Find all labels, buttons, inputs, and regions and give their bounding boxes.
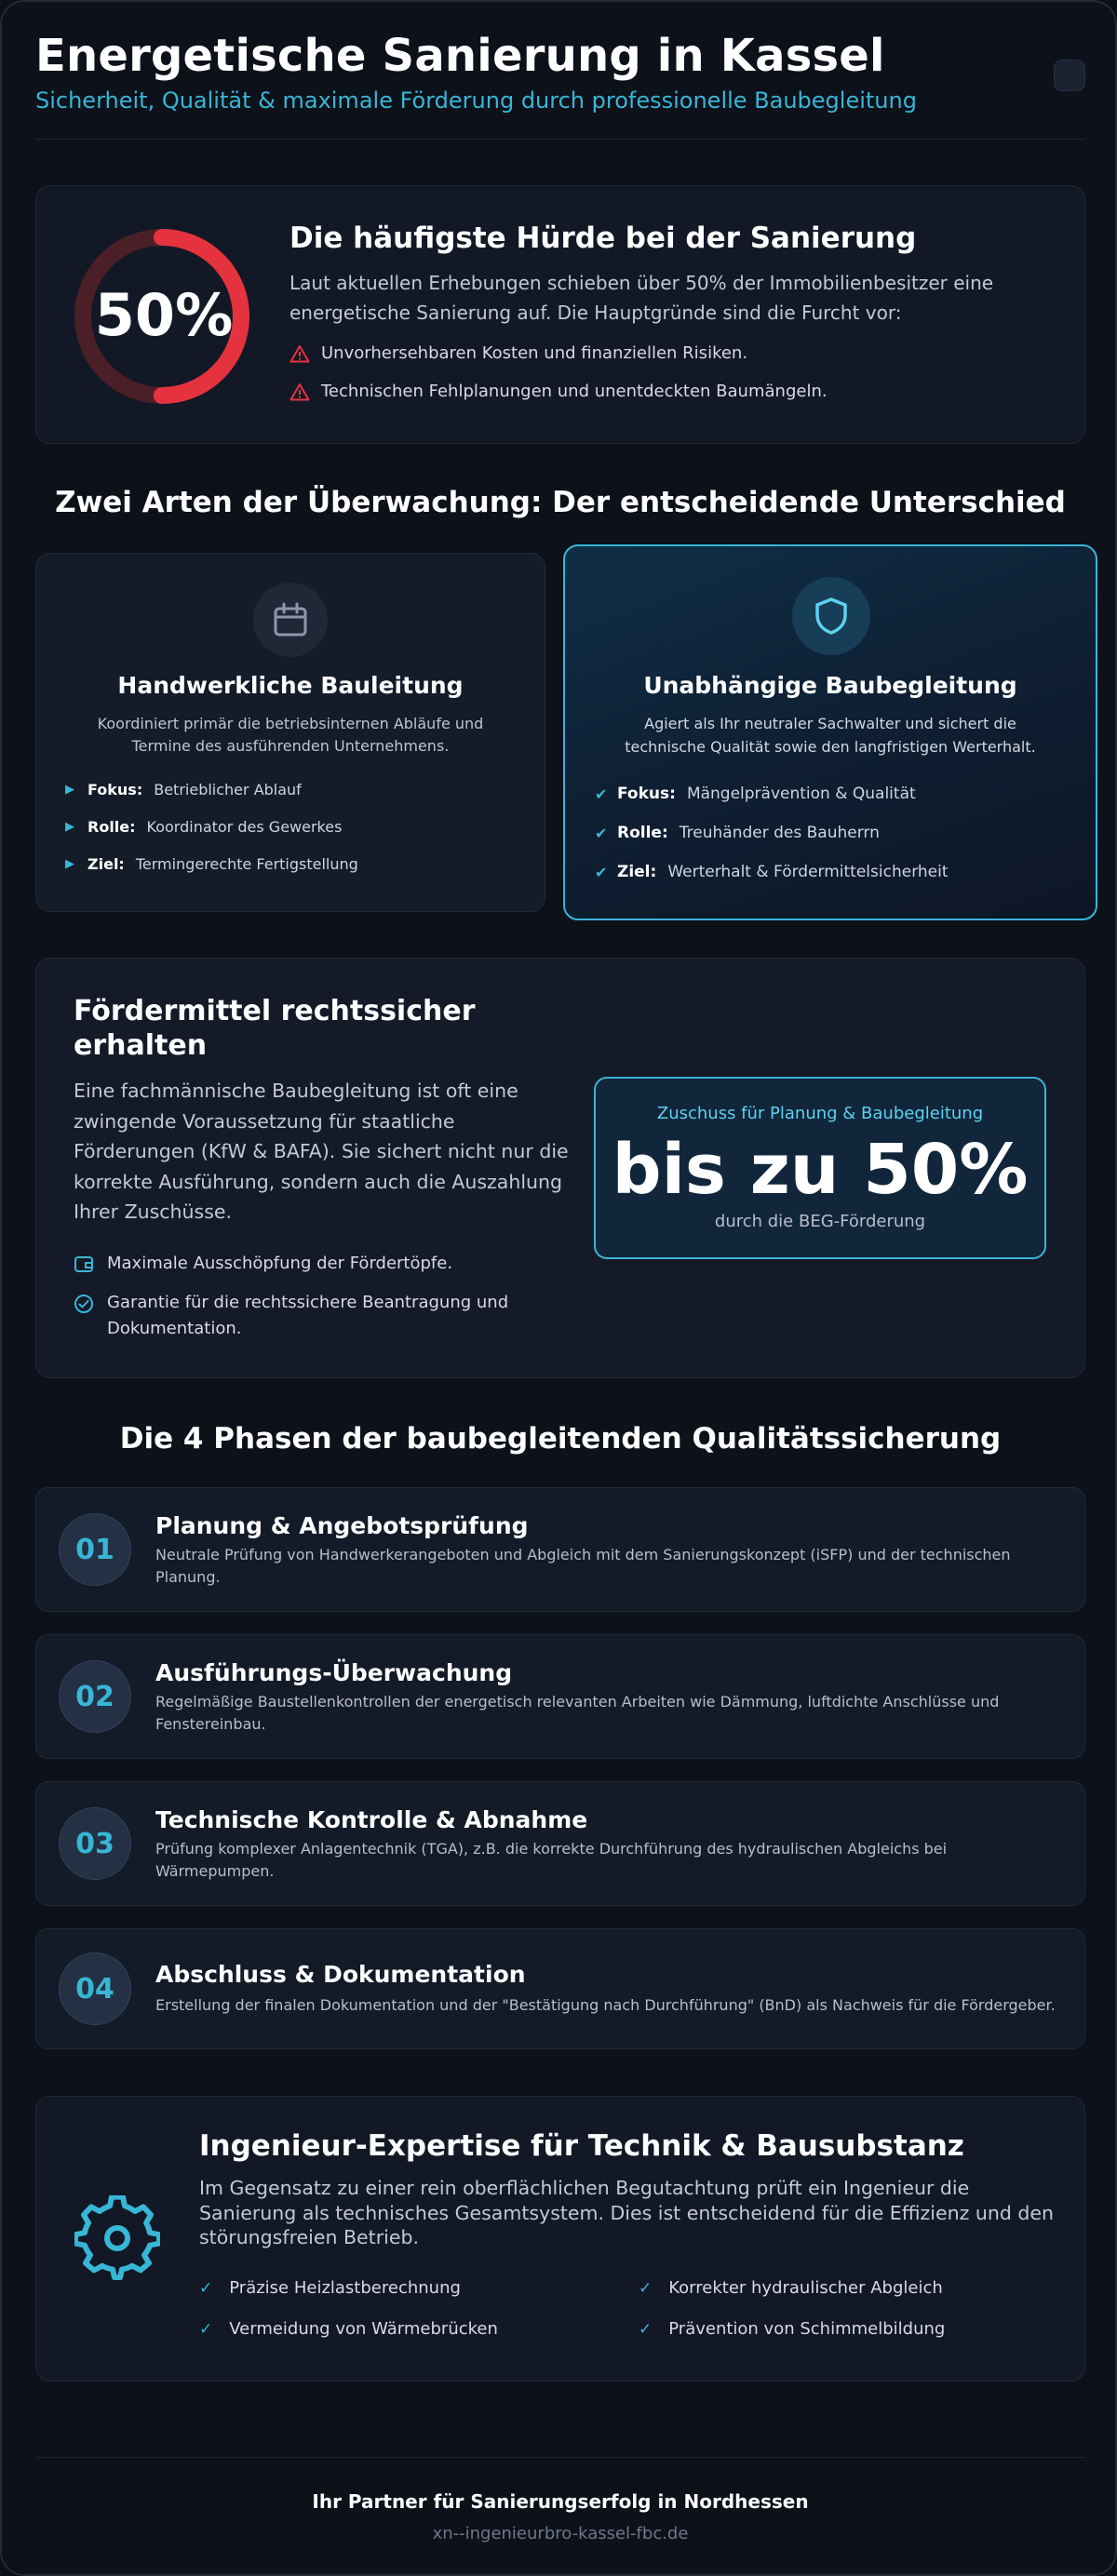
comparison-title: Zwei Arten der Überwachung: Der entscheidende Unterschied <box>55 486 1066 519</box>
phase-desc-line: Wärmepumpen. <box>155 1862 275 1880</box>
shield-icon-circle <box>792 577 870 655</box>
risk-item <box>289 343 747 363</box>
wallet-icon <box>74 1254 94 1273</box>
funding-text-line: korrekte Ausführung, sondern auch die Auszahlung <box>74 1170 563 1193</box>
item-label: Ziel: <box>87 855 125 873</box>
expertise-check <box>199 2319 498 2339</box>
funding-text-line: Eine fachmännische Baubegleitung ist oft eine <box>74 1080 518 1102</box>
expertise-check <box>639 2278 943 2298</box>
item-label: Ziel: <box>617 863 657 881</box>
warning-icon <box>289 344 310 363</box>
expertise-text <box>199 2176 1054 2250</box>
craft-item <box>65 818 342 836</box>
phase-title: Planung & Angebotsprüfung <box>155 1512 529 1539</box>
phase-number: 04 <box>59 1952 131 2025</box>
phase-desc-line: Planung. <box>155 1568 221 1586</box>
expertise-text-line: Sanierung als technisches Gesamtsystem. Dies ist entscheidend für die Effizienz und den <box>199 2201 1055 2224</box>
check-text: Korrekter hydraulischer Abgleich <box>668 2278 943 2298</box>
triangle-right-icon: ▶ <box>65 820 74 834</box>
header-divider <box>35 139 1085 140</box>
independent-item <box>595 863 949 881</box>
expertise-check <box>199 2278 461 2298</box>
independent-desc-2: technische Qualität sowie den langfristigen Werterhalt. <box>625 738 1036 756</box>
check-text: Präzise Heizlastberechnung <box>229 2278 461 2298</box>
item-label: Fokus: <box>617 785 676 803</box>
phase-desc-line: Regelmäßige Baustellenkontrollen der energetisch relevanten Arbeiten wie Dämmung, luftdichte Anschlüsse und <box>155 1693 1000 1711</box>
funding-title-line: Fördermittel rechtssicher <box>74 995 476 1027</box>
expertise-text-line: störungsfreien Betrieb. <box>199 2226 419 2248</box>
menu-button[interactable] <box>1054 60 1085 91</box>
item-label: Fokus: <box>87 781 143 798</box>
phase-title: Technische Kontrolle & Abnahme <box>155 1806 588 1833</box>
stat-heading: Die häufigste Hürde bei der Sanierung <box>289 221 917 255</box>
craft-item <box>65 855 358 873</box>
craft-desc-1: Koordiniert primär die betriebsinternen Abläufe und <box>97 715 484 732</box>
funding-bullet-line: Dokumentation. <box>107 1319 242 1338</box>
phase-card <box>35 1781 1085 1906</box>
item-value: Mängelprävention & Qualität <box>686 785 916 803</box>
phases-title: Die 4 Phasen der baubegleitenden Qualitätssicherung <box>119 1422 1002 1456</box>
check-icon: ✓ <box>199 2319 213 2339</box>
item-value: Betrieblicher Ablauf <box>154 781 302 798</box>
grant-label: Zuschuss für Planung & Baubegleitung <box>656 1104 984 1123</box>
phase-desc-line: Prüfung komplexer Anlagentechnik (TGA), z.B. die korrekte Durchführung des hydraulischen Abgleichs bei <box>155 1840 948 1858</box>
check-circle-icon <box>74 1294 94 1314</box>
phase-title: Ausführungs-Überwachung <box>155 1659 513 1686</box>
funding-title <box>74 994 476 1063</box>
craft-title: Handwerkliche Bauleitung <box>117 672 464 699</box>
independent-item <box>595 824 880 842</box>
item-value: Treuhänder des Bauherrn <box>679 824 880 842</box>
independent-item <box>595 785 916 803</box>
calendar-icon-circle <box>253 583 328 657</box>
footer-divider <box>35 2457 1085 2458</box>
triangle-right-icon: ▶ <box>65 857 74 871</box>
phase-number: 02 <box>59 1660 131 1733</box>
independent-desc-1: Agiert als Ihr neutraler Sachwalter und sichert die <box>644 715 1016 732</box>
expertise-check <box>639 2319 945 2339</box>
expertise-title: Ingenieur-Expertise für Technik & Bausubstanz <box>199 2129 964 2163</box>
phase-number: 03 <box>59 1807 131 1880</box>
phase-desc-line: Neutrale Prüfung von Handwerkerangeboten und Abgleich mit dem Sanierungskonzept (iSFP) und der technischen <box>155 1546 1011 1563</box>
phase-card <box>35 1487 1085 1612</box>
phase-number: 01 <box>59 1513 131 1586</box>
funding-bullet <box>74 1254 452 1273</box>
independent-title: Unabhängige Baubegleitung <box>643 672 1017 699</box>
page-subtitle: Sicherheit, Qualität & maximale Förderung durch professionelle Baubegleitung <box>35 87 917 114</box>
craft-desc-2: Termine des ausführenden Unternehmens. <box>131 737 450 755</box>
item-value: Werterhalt & Fördermittelsicherheit <box>667 863 949 881</box>
expertise-text-line: Im Gegensatz zu einer rein oberflächlichen Begutachtung prüft ein Ingenieur die <box>199 2177 970 2199</box>
stat-text-2: energetische Sanierung auf. Die Hauptgründe sind die Furcht vor: <box>289 302 902 324</box>
item-value: Koordinator des Gewerkes <box>146 818 343 836</box>
phase-desc <box>155 1691 1068 1736</box>
grant-value: bis zu 50% <box>612 1130 1029 1210</box>
phase-card <box>35 1634 1085 1759</box>
funding-title-line: erhalten <box>74 1029 208 1062</box>
warning-icon <box>289 382 310 401</box>
phase-desc <box>155 1994 1068 2017</box>
item-label: Rolle: <box>87 818 136 836</box>
check-text: Prävention von Schimmelbildung <box>668 2319 946 2339</box>
grant-note: durch die BEG-Förderung <box>714 1212 926 1231</box>
phase-title: Abschluss & Dokumentation <box>155 1961 526 1988</box>
phase-desc-line: Erstellung der finalen Dokumentation und der "Bestätigung nach Durchführung" (BnD) als Nachweis für die Fördergeber. <box>155 1996 1056 2014</box>
gear-icon <box>74 2195 160 2281</box>
check-text: Vermeidung von Wärmebrücken <box>229 2319 498 2339</box>
footer-domain-link[interactable]: xn--ingenieurbro-kassel-fbc.de <box>432 2524 689 2543</box>
funding-bullet <box>74 1290 508 1342</box>
check-icon: ✓ <box>639 2319 653 2339</box>
funding-text-line: Ihrer Zuschüsse. <box>74 1201 233 1223</box>
check-icon: ✓ <box>199 2278 213 2298</box>
triangle-right-icon: ▶ <box>65 783 74 797</box>
risk-item <box>289 382 828 401</box>
check-icon: ✔ <box>595 824 608 842</box>
phase-desc <box>155 1838 1068 1883</box>
risk-text: Unvorhersehbaren Kosten und finanziellen Risiken. <box>321 343 748 363</box>
check-icon: ✓ <box>639 2278 653 2298</box>
phase-desc-line: Fenstereinbau. <box>155 1715 266 1733</box>
funding-text <box>74 1076 569 1228</box>
check-icon: ✔ <box>595 863 608 881</box>
risk-text: Technischen Fehlplanungen und unentdeckten Baumängeln. <box>321 382 828 401</box>
item-label: Rolle: <box>617 824 668 842</box>
item-value: Termingerechte Fertigstellung <box>135 855 358 873</box>
shield-icon <box>812 596 851 637</box>
craft-item <box>65 781 302 798</box>
funding-text-line: zwingende Voraussetzung für staatliche <box>74 1109 455 1133</box>
calendar-icon <box>272 601 309 638</box>
stat-text-1: Laut aktuellen Erhebungen schieben über 50% der Immobilienbesitzer eine <box>289 272 994 294</box>
funding-bullet-text <box>107 1290 508 1342</box>
check-icon: ✔ <box>595 785 608 803</box>
footer-tagline: Ihr Partner für Sanierungserfolg in Nordhessen <box>312 2490 809 2513</box>
funding-bullet-line: Garantie für die rechtssichere Beantragung und <box>107 1293 509 1312</box>
funding-text-line: Förderungen (KfW & BAFA). Sie sichert nicht nur die <box>74 1140 569 1162</box>
phase-desc <box>155 1544 1068 1589</box>
phase-card <box>35 1928 1085 2049</box>
page-title: Energetische Sanierung in Kassel <box>35 30 885 82</box>
stat-value: 50% <box>94 281 234 349</box>
funding-bullet-text: Maximale Ausschöpfung der Fördertöpfe. <box>107 1254 453 1273</box>
